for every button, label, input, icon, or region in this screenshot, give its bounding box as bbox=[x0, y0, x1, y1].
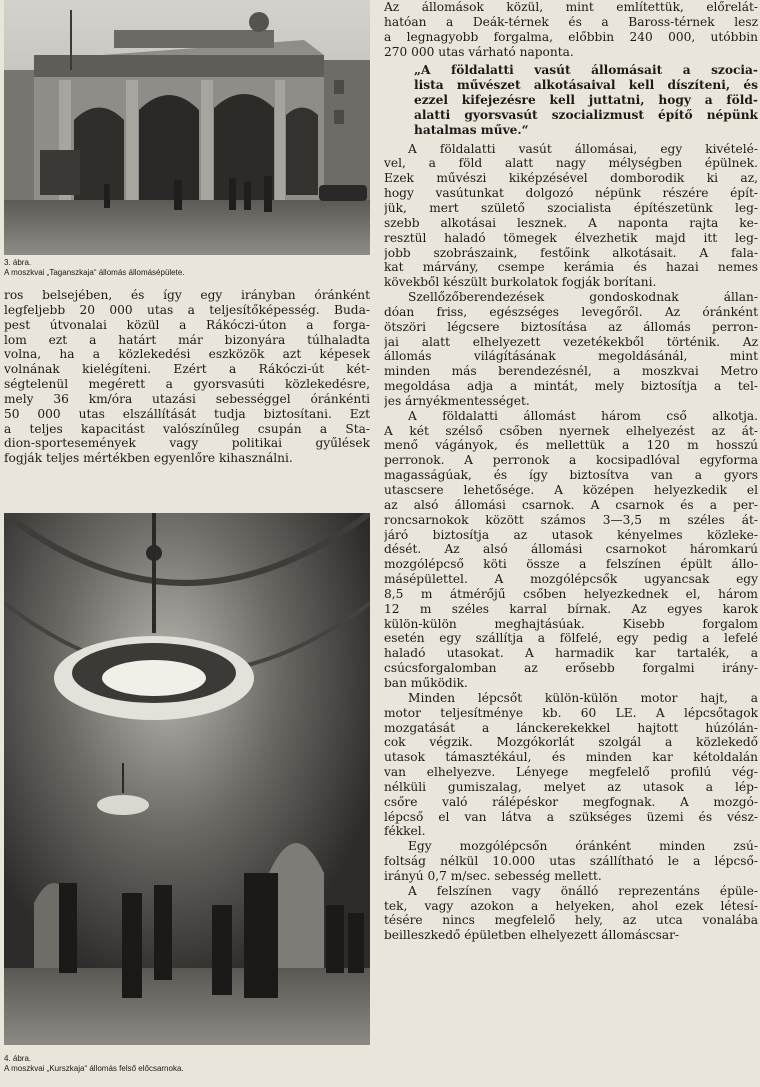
text-line: hatalmas műve.“ bbox=[414, 122, 529, 137]
text-line: dion-sportesemények vagy politikai gyűlések bbox=[4, 436, 370, 451]
text-line: cok végzik. Mozgókorlát szolgál a közlekedő bbox=[384, 735, 758, 750]
text-line: jes árnyékmentességet. bbox=[384, 393, 530, 408]
figure-caption bbox=[4, 258, 370, 278]
text-line: lépcső el van látva a szükséges üzemi és vész- bbox=[384, 809, 758, 824]
text-line: volna, ha a közlekedési eszközök azt képesek bbox=[4, 347, 370, 362]
text-line: csúcsforgalomban az erősebb forgalmi irány- bbox=[384, 661, 758, 676]
text-line: A földalatti vasút állomásai, egy kivételé- bbox=[408, 141, 758, 156]
text-line: járó biztosítja az utasok kényelmes közleke- bbox=[384, 527, 758, 542]
text-line: megoldása adja a mintát, mely biztosítja a tel- bbox=[384, 379, 758, 394]
text-line: 12 m széles karral bírnak. Az egyes karok bbox=[384, 601, 758, 616]
text-line: szebb alkotásai lesznek. A naponta rajta ke- bbox=[384, 215, 758, 230]
text-line: beilleszkedő épületben elhelyezett állomáscsar- bbox=[384, 928, 680, 943]
text-line: ezzel kifejezésre kell juttatni, hogy a föld- bbox=[414, 93, 758, 108]
underground-hall-image bbox=[4, 513, 370, 1045]
text-line: a teljes kapacitást valószínűleg csupán a Sta- bbox=[4, 421, 370, 436]
paragraph bbox=[384, 290, 758, 409]
right-body-text bbox=[384, 0, 758, 943]
kurskaya-hall-photo bbox=[4, 513, 370, 1045]
text-line: A felszínen vagy önálló reprezentáns épüle- bbox=[408, 883, 758, 898]
text-line: legfeljebb 20 000 utas a teljesítőképesség. Buda- bbox=[4, 302, 370, 317]
text-line: alatti gyorsvasút szocializmust építő népünk bbox=[414, 107, 758, 122]
figure-number: 3. ábra. bbox=[4, 258, 32, 267]
paragraph bbox=[4, 288, 370, 466]
figure-caption-text: A moszkvai „Kurszkaja“ állomás felső előcsarnoka. bbox=[4, 1064, 184, 1073]
paragraph bbox=[384, 691, 758, 839]
text-line: Egy mozgólépcsőn óránként minden zsú- bbox=[408, 839, 758, 854]
left-body-text bbox=[4, 288, 370, 466]
text-line: pest útvonalai közül a Rákóczi-úton a forga- bbox=[4, 317, 370, 332]
text-line: mozgólépcső köti össze a felszínen épült állo- bbox=[384, 557, 758, 572]
text-line: ötszöri légcsere biztosítása az állomás perron- bbox=[384, 319, 758, 334]
text-line: volnának kielégíteni. Ezért a Rákóczi-út két- bbox=[4, 362, 370, 377]
text-line: „A földalatti vasút állomásait a szocia- bbox=[414, 63, 758, 78]
text-line: fékkel. bbox=[384, 824, 426, 839]
paragraph bbox=[384, 0, 758, 59]
text-line: másépülettel. A mozgólépcsők ugyancsak egy bbox=[384, 572, 758, 587]
station-building-image bbox=[4, 0, 370, 255]
text-line: esetén egy szállítja a fölfelé, egy pedig a lefelé bbox=[384, 631, 758, 646]
text-line: magasságúak, és így biztosítva van a gyors bbox=[384, 468, 758, 483]
text-line: hogy vasútunkat dolgozó népünk részére épít- bbox=[384, 186, 758, 201]
text-line: mely 36 km/óra utazási sebességgel óránkénti bbox=[4, 391, 370, 406]
figure-number: 4. ábra. bbox=[4, 1054, 32, 1063]
paragraph bbox=[384, 839, 758, 884]
text-line: 50 000 utas elszállítását tudja biztosítani. Ezt bbox=[4, 406, 370, 421]
pull-quote bbox=[384, 63, 758, 137]
text-line: tek, vagy azokon a helyeken, ahol ezek létesí- bbox=[384, 898, 758, 913]
text-line: a legnagyobb forgalma, előbbin 240 000, utóbbin bbox=[384, 29, 758, 44]
taganskaya-station-photo bbox=[4, 0, 370, 255]
text-line: jai alatt elhelyezett vezetékekből történik. Az bbox=[384, 334, 758, 349]
text-line: haladó utasokat. A harmadik kar tartalék, a bbox=[384, 646, 758, 661]
text-line: Ezek művészi kiképzésével domborodik ki az, bbox=[384, 171, 758, 186]
text-line: Minden lépcsőt külön-külön motor hajt, a bbox=[408, 690, 758, 705]
text-line: külön-külön meghajtásúak. Kisebb forgalom bbox=[384, 616, 758, 631]
paragraph bbox=[384, 142, 758, 290]
text-line: Szellőzőberendezések gondoskodnak állan- bbox=[408, 290, 758, 305]
text-line: resztül haladó tömegek élvezhetik majd itt leg- bbox=[384, 230, 758, 245]
text-line: jobb szobrászaink, festőink alkotásait. A fala- bbox=[384, 245, 758, 260]
text-line: utasok támasztékául, és minden kar kétoldalán bbox=[384, 750, 758, 765]
text-line: A két szélső csőben nyernek elhelyezést az át- bbox=[384, 423, 758, 438]
text-line: roncsarnokok között számos 3—3,5 m széles át- bbox=[384, 512, 758, 527]
figure-caption bbox=[4, 1054, 370, 1074]
text-line: az alsó állomási csarnok. A csarnok és a per- bbox=[384, 497, 758, 512]
text-line: 270 000 utas várható naponta. bbox=[384, 44, 574, 59]
text-line: 8,5 m átmérőjű csőben helyezkednek el, három bbox=[384, 586, 758, 601]
text-line: irányú 0,7 m/sec. sebesség mellett. bbox=[384, 868, 602, 883]
text-line: A földalatti állomást három cső alkotja. bbox=[408, 408, 758, 423]
text-line: dóan friss, egészséges levegőről. Az óránként bbox=[384, 304, 758, 319]
figure-caption-text: A moszkvai „Taganszkaja“ állomás állomásépülete. bbox=[4, 268, 185, 277]
text-line: nélküli gumiszalag, melyet az utasok a lép- bbox=[384, 779, 758, 794]
text-line: lista művészet alkotásaival kell díszíteni, és bbox=[414, 78, 758, 93]
paragraph bbox=[384, 409, 758, 691]
text-line: foltság nélkül 10.000 utas szállítható le a lépcső- bbox=[384, 854, 758, 869]
text-line: fogják teljes mértékben egyenlőre kihasználni. bbox=[4, 451, 293, 466]
text-line: hatóan a Deák-térnek és a Baross-térnek lesz bbox=[384, 14, 758, 29]
text-line: motor teljesítménye kb. 60 LE. A lépcsőtagok bbox=[384, 705, 758, 720]
text-line: ségtelenül megérett a gyorsvasúti közlekedésre, bbox=[4, 377, 370, 392]
text-line: ros belsejében, és így egy irányban óránként bbox=[4, 288, 370, 302]
text-line: tésére nincs megfelelő hely, az utca vonalába bbox=[384, 913, 758, 928]
text-line: vel, a föld alatt nagy mélységben épülnek. bbox=[384, 156, 758, 171]
text-line: kat márvány, csempe kerámia és hazai nemes bbox=[384, 260, 758, 275]
text-line: van elhelyezve. Lényege megfelelő profilú vég- bbox=[384, 765, 758, 780]
text-line: lom ezt a határt már bizonyára túlhaladta bbox=[4, 332, 370, 347]
text-line: utascsere lehetősége. A középen helyezkedik el bbox=[384, 483, 758, 497]
paragraph bbox=[384, 884, 758, 943]
text-line: minden más berendezésnél, a moszkvai Metro bbox=[384, 364, 758, 379]
text-line: ban működik. bbox=[384, 675, 468, 690]
text-line: jük, mert születő szocialista építészetünk leg- bbox=[384, 200, 758, 215]
text-line: perronok. A perronok a kocsipadlóval egyforma bbox=[384, 453, 758, 468]
text-line: kövekből készült burkolatok fogják borítani. bbox=[384, 275, 657, 290]
text-line: csőre való rálépéskor megfognak. A mozgó- bbox=[384, 794, 758, 809]
text-line: mozgatását a lánckerekekkel hajtott húzólán- bbox=[384, 720, 758, 735]
text-line: Az állomások közül, mint említettük, előrelát- bbox=[384, 0, 758, 14]
text-line: dését. Az alsó állomási csarnokot háromkarú bbox=[384, 542, 758, 557]
text-line: menő vágányok, és mellettük a 120 m hosszú bbox=[384, 438, 758, 453]
text-line: állomás világításának megoldásánál, mint bbox=[384, 349, 758, 364]
